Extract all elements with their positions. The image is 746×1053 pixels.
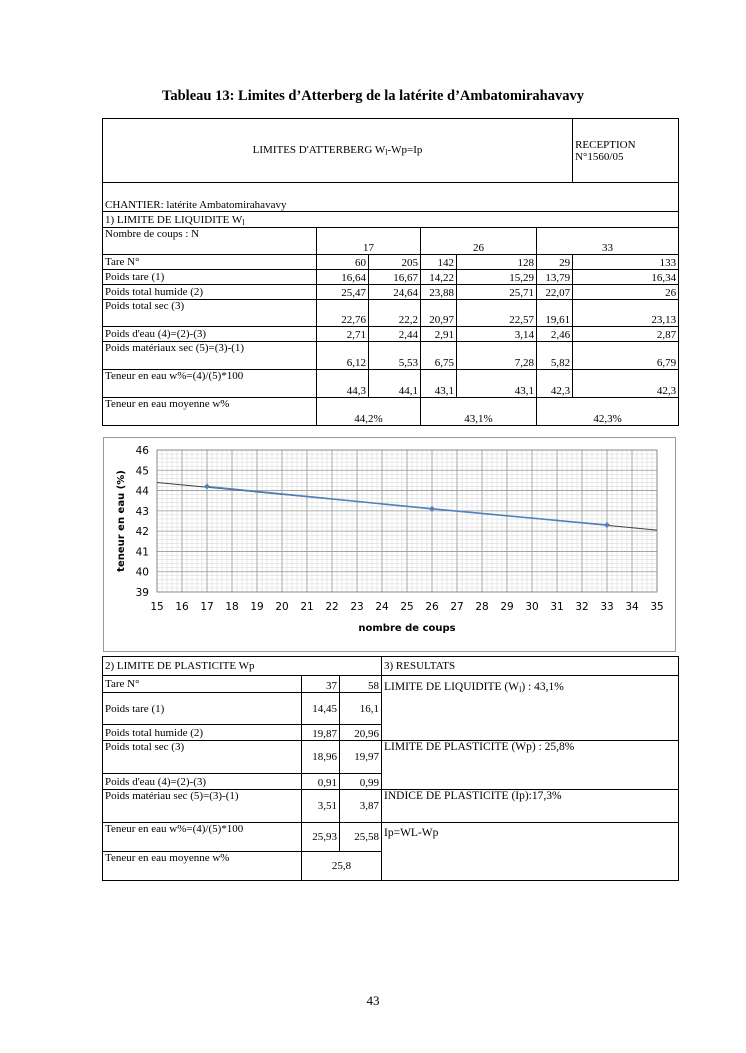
chart-x-label: nombre de coups [358,623,456,634]
water-content-chart [103,437,676,652]
cell-value: 25,93 [302,823,340,852]
cell-value: 42,3 [537,370,573,398]
x-tick-label: 35 [650,601,664,613]
x-tick-label: 34 [625,601,639,613]
cell-value: 133 [573,255,679,270]
result-plasticity: LIMITE DE PLASTICITE (Wp) : 25,8% [382,741,679,790]
cell-value: 205 [369,255,421,270]
x-tick-label: 15 [150,601,164,613]
row-label: Poids d'eau (4)=(2)-(3) [103,327,317,342]
chart-svg [104,438,675,651]
x-tick-label: 26 [425,601,439,613]
x-tick-label: 33 [600,601,614,613]
row-label: Poids total sec (3) [103,741,302,774]
chart-x-ticks [150,601,663,613]
page-title: Tableau 13: Limites d’Atterberg de la latérite d’Ambatomirahavavy [162,88,584,104]
x-tick-label: 32 [575,601,589,613]
x-tick-label: 29 [500,601,514,613]
x-tick-label: 20 [275,601,289,613]
cell-value: 3,51 [302,790,340,823]
row-label: Poids total humide (2) [103,725,302,741]
cell-value: 142 [421,255,457,270]
x-tick-label: 30 [525,601,539,613]
cell-value: 6,79 [573,342,679,370]
y-tick-label: 40 [135,566,149,579]
cell-value: 20,97 [421,300,457,327]
liquidity-table [102,118,679,426]
x-tick-label: 27 [450,601,464,613]
x-tick-label: 19 [250,601,264,613]
cell-value: 24,64 [369,285,421,300]
x-tick-label: 31 [550,601,564,613]
cell-value: 14,22 [421,270,457,285]
cell-value: 23,13 [573,300,679,327]
results-section-title: 3) RESULTATS [382,657,679,676]
row-label: Teneur en eau w%=(4)/(5)*100 [103,823,302,852]
row-label: Teneur en eau moyenne w% [103,398,317,426]
cell-value: 16,1 [340,693,382,725]
cell-value: 22,76 [317,300,369,327]
cell-value: 43,1 [457,370,537,398]
x-tick-label: 25 [400,601,414,613]
cell-value: 5,82 [537,342,573,370]
chart-y-ticks [136,445,150,599]
cell-value: 16,34 [573,270,679,285]
x-tick-label: 17 [200,601,214,613]
y-tick-label: 44 [135,485,149,498]
coups-value: 33 [537,228,679,255]
cell-value: 6,75 [421,342,457,370]
cell-value: 13,79 [537,270,573,285]
cell-value: 2,44 [369,327,421,342]
cell-value: 15,29 [457,270,537,285]
cell-value: 2,71 [317,327,369,342]
reception-cell: RECEPTION N°1560/05 [573,119,679,183]
x-tick-label: 24 [375,601,389,613]
y-tick-label: 43 [135,505,149,518]
cell-value: 0,91 [302,774,340,790]
cell-value: 22,2 [369,300,421,327]
x-tick-label: 16 [175,601,189,613]
cell-value: 25,71 [457,285,537,300]
liquidity-section-title: 1) LIMITE DE LIQUIDITE $W_l$ [103,212,679,228]
chart-major-grid [157,450,657,592]
cell-value: 2,46 [537,327,573,342]
cell-value: 58 [340,676,382,693]
row-label: Poids total humide (2) [103,285,317,300]
cell-value: 22,07 [537,285,573,300]
y-tick-label: 39 [135,587,149,599]
cell-value: 16,64 [317,270,369,285]
cell-value: 20,96 [340,725,382,741]
cell-value: 19,97 [340,741,382,774]
y-tick-label: 45 [135,465,149,478]
cell-value: 19,61 [537,300,573,327]
mean-value: 25,8 [302,852,382,881]
cell-value: 14,45 [302,693,340,725]
coups-label: Nombre de coups : N [103,228,317,255]
plasticity-table [102,656,679,881]
cell-value: 19,87 [302,725,340,741]
mean-value: 43,1% [421,398,537,426]
x-tick-label: 21 [300,601,314,613]
cell-value: 25,47 [317,285,369,300]
chantier-label: CHANTIER: latérite Ambatomirahavavy [103,183,679,212]
result-formula: Ip=WL-Wp [382,823,679,881]
cell-value: 22,57 [457,300,537,327]
x-tick-label: 22 [325,601,339,613]
cell-value: 2,87 [573,327,679,342]
y-tick-label: 42 [135,526,149,539]
cell-value: 7,28 [457,342,537,370]
cell-value: 29 [537,255,573,270]
row-label: Teneur en eau moyenne w% [103,852,302,881]
cell-value: 25,58 [340,823,382,852]
plasticity-section-title: 2) LIMITE DE PLASTICITE Wp [103,657,382,676]
page-number: 43 [366,993,380,1008]
coups-value: 26 [421,228,537,255]
x-tick-label: 18 [225,601,239,613]
cell-value: 26 [573,285,679,300]
row-label: Tare N° [103,255,317,270]
y-tick-label: 46 [135,445,149,457]
cell-value: 128 [457,255,537,270]
cell-value: 6,12 [317,342,369,370]
mean-value: 44,2% [317,398,421,426]
cell-value: 23,88 [421,285,457,300]
cell-value: 2,91 [421,327,457,342]
data-point [204,484,210,490]
row-label: Poids matériaux sec (5)=(3)-(1) [103,342,317,370]
cell-value: 43,1 [421,370,457,398]
row-label: Poids total sec (3) [103,300,317,327]
chart-y-label: teneur en eau (%) [116,470,127,572]
row-label: Poids tare (1) [103,693,302,725]
row-label: Tare N° [103,676,302,693]
y-tick-label: 41 [135,546,149,559]
cell-value: 44,3 [317,370,369,398]
row-label: Poids matériau sec (5)=(3)-(1) [103,790,302,823]
cell-value: 60 [317,255,369,270]
cell-value: 5,53 [369,342,421,370]
cell-value: 3,14 [457,327,537,342]
cell-value: 44,1 [369,370,421,398]
x-tick-label: 23 [350,601,364,613]
row-label: Teneur en eau w%=(4)/(5)*100 [103,370,317,398]
result-plasticity-index: INDICE DE PLASTICITE (Ip):17,3% [382,790,679,823]
result-liquidity: LIMITE DE LIQUIDITE $(W_l)$ : 43,1% [382,676,679,741]
cell-value: 16,67 [369,270,421,285]
mean-value: 42,3% [537,398,679,426]
cell-value: 37 [302,676,340,693]
row-label: Poids d'eau (4)=(2)-(3) [103,774,302,790]
atterberg-header: LIMITES D'ATTERBERG $W_l-Wp=Ip$ [103,119,573,183]
cell-value: 0,99 [340,774,382,790]
coups-value: 17 [317,228,421,255]
cell-value: 42,3 [573,370,679,398]
cell-value: 18,96 [302,741,340,774]
cell-value: 3,87 [340,790,382,823]
x-tick-label: 28 [475,601,489,613]
row-label: Poids tare (1) [103,270,317,285]
